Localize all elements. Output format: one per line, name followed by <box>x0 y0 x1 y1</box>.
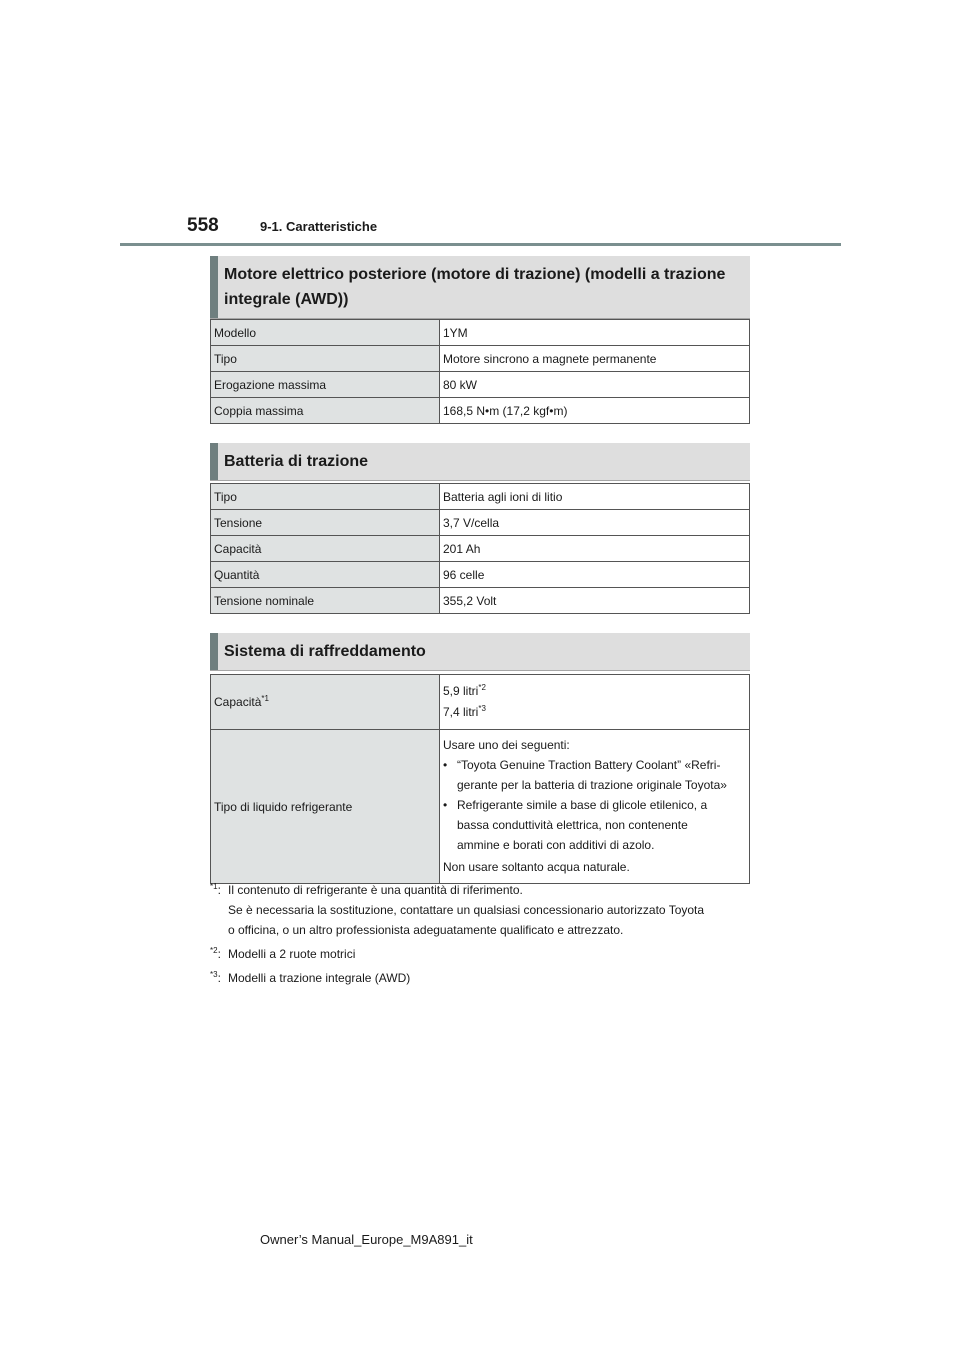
battery-heading-text: Batteria di trazione <box>224 453 369 470</box>
cooling-heading-text: Sistema di raffreddamento <box>224 643 426 660</box>
spec-label <box>211 675 440 730</box>
spec-value: 3,7 V/cella <box>440 510 750 536</box>
spec-value <box>440 675 750 730</box>
cooling-heading <box>210 633 750 671</box>
footnote-mark: $^{*1}$: <box>210 882 221 897</box>
capacity-value: 7,4 litri$^{*3}$ <box>443 704 486 719</box>
footer-doc-id: Owner’s Manual_Europe_M9A891_it <box>260 1232 473 1247</box>
rear-motor-heading <box>210 256 750 319</box>
cooling-table <box>210 674 750 884</box>
table-row <box>211 484 750 510</box>
spec-value: 80 kW <box>440 372 750 398</box>
spec-value: Motore sincrono a magnete permanente <box>440 346 750 372</box>
spec-label: Tensione nominale <box>211 588 440 614</box>
spec-label: Capacità <box>211 536 440 562</box>
battery-table <box>210 483 750 614</box>
footnote-ref: *1 <box>261 694 269 703</box>
footnote: $^{*1}$: Il contenuto di refrigerante è una quantità di riferimento. Se è necessaria la sostituzione, contattare un qualsiasi concessionario autorizzato Toyota o officina, o un altro professionista adeguatamente qualificato e attrezzato. <box>210 880 750 940</box>
rear-motor-heading-line2: integrale (AWD)) <box>224 291 349 308</box>
rear-motor-heading-line1: Motore elettrico posteriore (motore di trazione) (modelli a trazione <box>224 266 726 283</box>
spec-label: Tensione <box>211 510 440 536</box>
footnote: $^{*3}$: Modelli a trazione integrale (AWD) <box>210 968 750 988</box>
spec-value: 355,2 Volt <box>440 588 750 614</box>
battery-heading <box>210 443 750 481</box>
spec-label: Erogazione massima <box>211 372 440 398</box>
spec-value: 201 Ah <box>440 536 750 562</box>
footnote-ref: *2 <box>478 683 486 692</box>
table-row <box>211 346 750 372</box>
capacity-label: Capacità <box>214 695 262 709</box>
list-item: • “Toyota Genuine Traction Battery Coolant” «Refri- gerante per la batteria di trazione originale Toyota» <box>443 755 746 795</box>
footnote-mark: $^{*2}$: <box>210 946 221 961</box>
spec-value: Batteria agli ioni di litio <box>440 484 750 510</box>
footnote-ref: *3 <box>478 704 486 713</box>
footnotes <box>210 880 750 992</box>
table-row <box>211 588 750 614</box>
spec-label: Quantità <box>211 562 440 588</box>
header-divider <box>120 243 841 246</box>
table-row <box>211 562 750 588</box>
footnote: $^{*2}$: Modelli a 2 ruote motrici <box>210 944 750 964</box>
spec-value <box>440 730 750 884</box>
table-row <box>211 675 750 730</box>
bullet-icon: • <box>443 758 448 772</box>
spec-label: Tipo di liquido refrigerante <box>211 730 440 884</box>
spec-value: 168,5 N•m (17,2 kgf•m) <box>440 398 750 424</box>
coolant-intro: Usare uno dei seguenti: <box>443 738 570 752</box>
spec-value: 1YM <box>440 320 750 346</box>
capacity-value: 5,9 litri$^{*2}$ <box>443 683 486 698</box>
table-row <box>211 536 750 562</box>
section-title: 9-1. Caratteristiche <box>260 219 378 234</box>
spec-label: Coppia massima <box>211 398 440 424</box>
bullet-icon: • <box>443 798 448 812</box>
table-row <box>211 510 750 536</box>
table-row <box>211 398 750 424</box>
rear-motor-table <box>210 319 750 424</box>
spec-value: 96 celle <box>440 562 750 588</box>
spec-label: Tipo <box>211 484 440 510</box>
table-row <box>211 730 750 884</box>
footnote-mark: $^{*3}$: <box>210 970 221 985</box>
table-row <box>211 320 750 346</box>
spec-label: Modello <box>211 320 440 346</box>
table-row <box>211 372 750 398</box>
spec-label: Tipo <box>211 346 440 372</box>
coolant-warning: Non usare soltanto acqua naturale. <box>443 860 630 874</box>
list-item: • Refrigerante simile a base di glicole etilenico, a bassa conduttività elettrica, non contenente ammine e borati con additivi di azolo. <box>443 795 746 855</box>
page-number: 558 <box>187 215 219 236</box>
